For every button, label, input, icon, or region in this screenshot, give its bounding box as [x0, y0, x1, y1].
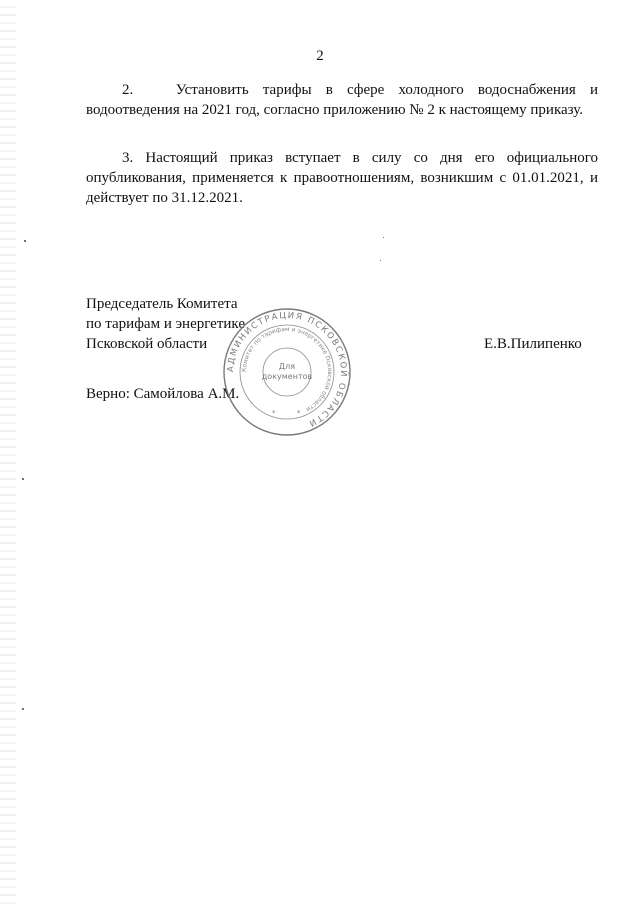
stamp-center-line-2: документов — [261, 372, 313, 381]
scan-speck — [24, 240, 26, 242]
paragraph-2 — [86, 80, 598, 120]
scan-speck — [380, 260, 381, 261]
paragraph-3-text: Настоящий приказ вступает в силу со дня его официального опубликования, применяется к правоотношениям, возникшим с 01.01.2021, и действует по 31.12.2021. — [86, 150, 599, 206]
official-stamp — [222, 307, 352, 437]
stamp-star-icon: * — [272, 409, 276, 417]
stamp-inner-text: Комитет по тарифам и энергетике Псковской области — [240, 325, 334, 413]
scan-speck — [383, 237, 384, 238]
scan-speck — [22, 708, 24, 710]
paragraph-3-number: 3. — [122, 150, 134, 166]
paragraph-2-number: 2. — [122, 82, 134, 98]
scan-speck — [22, 478, 24, 480]
certified-copy-note: Верно: Самойлова А.М. — [86, 386, 240, 402]
signer-name: Е.В.Пилипенко — [484, 336, 582, 352]
stamp-outer-text: АДМИНИСТРАЦИЯ ПСКОВСКОЙ ОБЛАСТИ — [225, 310, 349, 429]
page-number: 2 — [316, 48, 324, 64]
paragraph-2-text: Установить тарифы в сфере холодного водоснабжения и водоотведения на 2021 год, согласно приложению № 2 к настоящему приказу. — [86, 82, 599, 118]
stamp-star-icon: * — [297, 409, 301, 417]
paragraph-3 — [86, 148, 598, 208]
stamp-center-line-1: Для — [278, 362, 296, 371]
position-line-2: по тарифам и энергетике — [86, 316, 245, 332]
scan-edge-artifact — [0, 0, 16, 905]
position-line-3: Псковской области — [86, 336, 208, 352]
position-line-1: Председатель Комитета — [86, 296, 238, 312]
